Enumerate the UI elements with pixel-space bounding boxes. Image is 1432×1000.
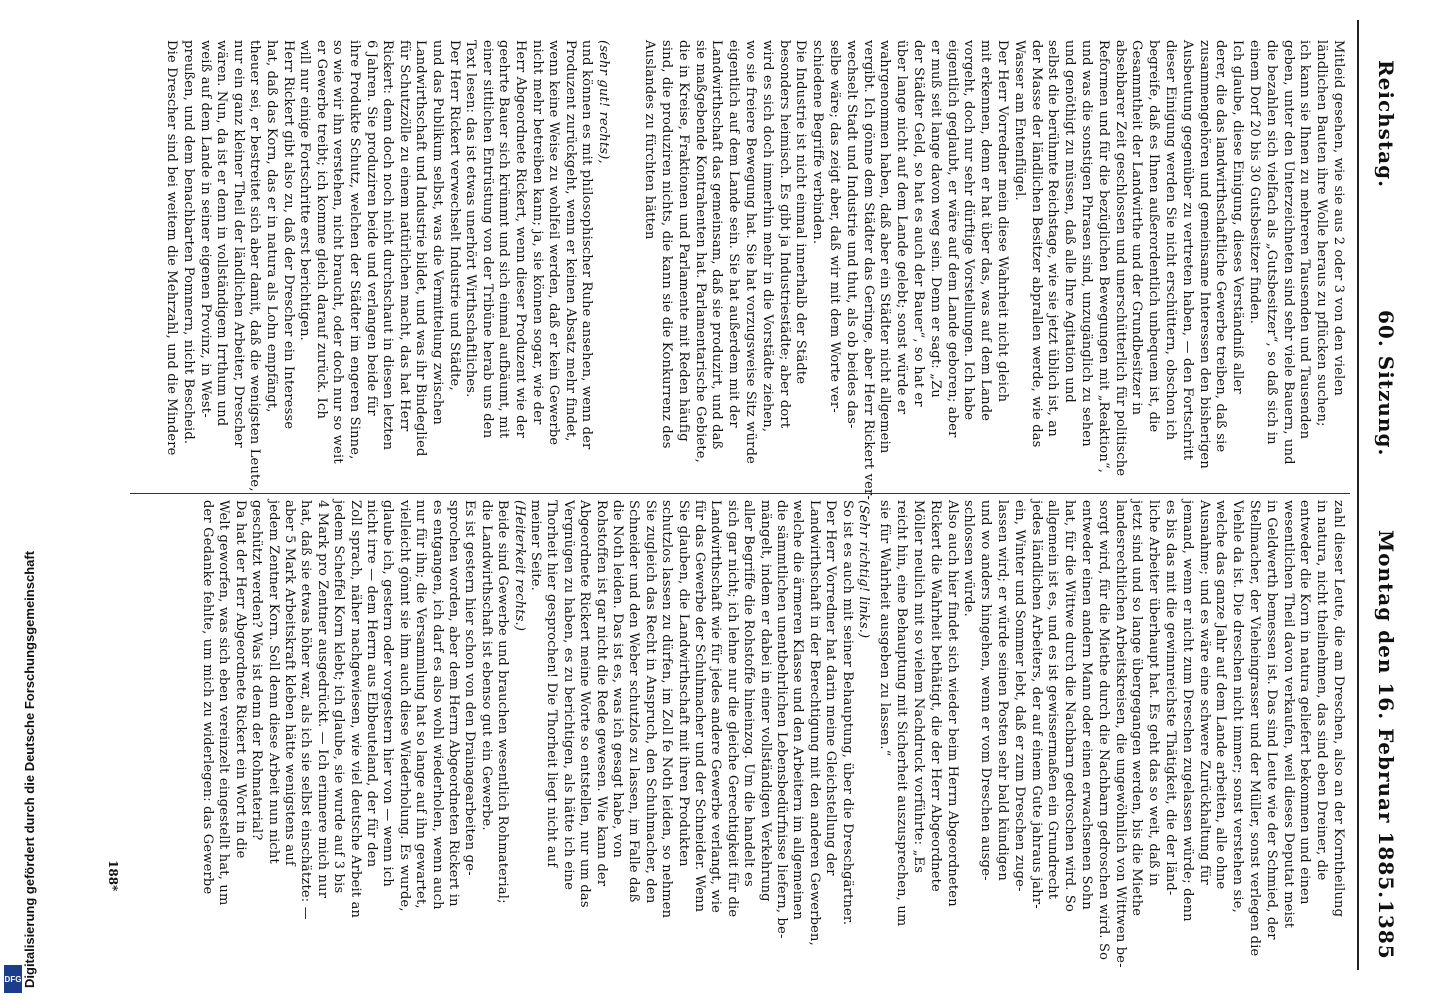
text-line: vorgeht, doch nur sehr dürftige Vorstellungen. Ich habe	[961, 40, 977, 421]
text-line: die sämmtlichen unentbehrlichen Lebensbedürfnisse liefern, be-	[774, 500, 789, 939]
text-line: sie für Wahrheit ausgeben zu lassen.“	[877, 500, 893, 757]
text-line: (sehr gut! rechts),	[596, 40, 611, 164]
text-line: mängelt, indem er dabei in einer vollständigen Verkehrung	[757, 500, 773, 902]
text-line: nur für ihn; die Versammlung hat so lange auf ihn gewartet,	[413, 500, 429, 909]
text-line: Rohstoffen ist gar nicht die Rede gewesen. Wie kann der	[593, 500, 609, 887]
text-line: Herr Rickert gibt also zu, daß der Drescher ein Interesse	[280, 40, 296, 430]
header-date: Montag den 16. Februar 1885.	[1374, 530, 1398, 900]
text-line: in Geldwerth bemessen ist. Das sind Leute wie der Schmied, der	[1263, 500, 1279, 940]
text-line: entweder die Korn in natura geliefert bekommen und einen	[1297, 500, 1313, 905]
text-line: nicht mehr betreiben kann; ja, sie können sogar, wie der	[529, 40, 545, 425]
text-line: vergibt. Ich gönne dem Städter das Geringe, aber Herr Rickert ver-	[860, 40, 876, 501]
text-line: weiß auf dem Lande in seiner eigenen Provinz, in West-	[197, 40, 213, 418]
column-separator	[130, 493, 1350, 494]
text-line: wahrgenommen haben, daß aber ein Städter nicht allgemein	[877, 40, 893, 454]
text-line: es entgangen, ich darf es also wohl wiederholen, wenn auch	[429, 500, 445, 910]
text-line: nicht irre — dem Herrn aus Elbbeuteland, der für den	[364, 500, 379, 868]
text-line: vielleicht gönnt sie ihm auch diese Wiederholung. Es wurde,	[396, 500, 412, 912]
text-line: derer, die das landwirthschaftliche Gewerbe treiben, daß sie	[1213, 40, 1229, 453]
text-line: 6 Jahren. Sie produziren beide und verlangen beide für	[363, 40, 379, 416]
text-line: Sie glauben, die Landwirthschaft mit ihren Produkten	[675, 500, 691, 867]
text-line: für Schutzzölle zu einem natürlichen macht, das hat Herr	[396, 40, 412, 432]
text-line: Da hat der Herr Abgeordnete Rickert ein Wort in die	[232, 500, 248, 859]
text-line: Ausnahme; und es wäre eine schwere Zurückhaltung für	[1196, 500, 1212, 885]
digitization-credit: Digitalisierung gefördert durch die Deutsche Forschungsgemeinschaft	[22, 550, 37, 988]
text-line: (Sehr richtig! links.)	[856, 500, 871, 639]
text-line: welche die ärmeren Klasse und den Arbeitern im allgemeinen	[790, 500, 806, 920]
text-line: 4 Mark pro Zentner ausgedrückt. — Ich erinnere mich nur	[314, 500, 330, 899]
text-line: aller Begriffe die Rohstoffe hineinzog. Um die handelt es	[741, 500, 757, 887]
text-line: der Masse der ländlichen Besitzer abprallen werde, wie das	[1028, 40, 1044, 448]
text-line: nur ein ganz kleiner Theil der ländlichen Arbeiter, Drescher	[230, 40, 246, 448]
text-line: wesentlichen Theil davon verkaufen, weil dieses Deputat meist	[1280, 500, 1296, 929]
text-line: begreife, daß es Ihnen außerordentlich unbequem ist, die	[1146, 40, 1162, 433]
text-line: So ist es auch mit seiner Behauptung, über die Dreschgärtner.	[839, 500, 855, 926]
text-line: die Landwirthschaft ist ebenso gut ein Gewerbe.	[478, 500, 494, 831]
text-line: Möller neulich mit so vielem Nachdruck vorführte: „Es	[911, 500, 926, 874]
text-line: Rickert die Wahrheit bethätigt, die der Herr Abgeordnete	[927, 500, 943, 892]
text-line: jedem Zentner Korn. Soll denn diese Arbeit nun nicht	[265, 500, 281, 864]
text-line: Viehle da ist. Die dreschen nicht immer; sonst verstehen sie,	[1230, 500, 1246, 913]
text-line: Herr Abgeordnete Rickert, wenn dieser Produzent wie der	[513, 40, 528, 438]
text-line: allgemein ist es, und es ist gewissermaßen ein Grundrecht	[1045, 500, 1061, 900]
text-line: ländlichen Bauten ihre Wolle heraus zu pflücken suchen;	[1314, 40, 1330, 427]
text-line: Ausbeutung gegenüber zu vertreten haben, — den Fortschritt	[1179, 40, 1195, 461]
text-line: und das Publikum selbst, was die Vermittelung zwischen	[430, 40, 445, 425]
text-line: Gesammtheit der Landwirthe und der Grundbesitzer in	[1129, 40, 1145, 416]
text-line: Beide sind Gewerbe und brauchen wesentlich Rohmaterial;	[495, 500, 511, 904]
text-line: Stellmacher, der Vieheingrasser und der Müller, sonst verlegen die	[1247, 500, 1262, 957]
text-line: er muß seit lange davon weg sein. Denn er sagt: „Zu	[927, 40, 943, 398]
text-line: hat, für die Wittwe durch die Nachbarn gedroschen wird. So	[1062, 500, 1078, 913]
text-line: Auslandes zu fürchten hätten	[642, 40, 658, 240]
text-line: Vergnügen zu haben, es zu berichtigen, als hätte ich eine	[560, 500, 576, 891]
text-line: jetzt sind und so lange übergegangen werden, bis die Miethe	[1129, 500, 1145, 917]
text-line: hat, daß sie etwas höher war, als ich sie selbst einschätzte: —	[298, 500, 314, 920]
text-line: Abgeordnete Rickert meine Worte so entstellen, nur um das	[577, 500, 593, 908]
text-line: Landwirthschaft das gemeinsam, daß sie produzirt, und daß	[709, 40, 725, 450]
text-line: (Heiterkeit rechts.)	[511, 500, 527, 632]
text-line: sind, die produziren nichts, die kann sie die Konkurrenz des	[659, 40, 674, 449]
text-line: entweder einen andern Mann oder einen erwachsenen Sohn	[1079, 500, 1094, 910]
text-line: landesrechtlichen Arbeitskreisen, die ungewöhnlich von Wittwen be-	[1112, 500, 1128, 968]
text-line: preußen, und dem benachbarten Pommern, nicht Bescheid.	[181, 40, 196, 445]
header-left: Reichstag.	[1374, 60, 1398, 189]
text-line: liche Arbeiter überhaupt hat. Es geht das so weit, daß in	[1146, 500, 1162, 887]
text-line: sich gar nicht; ich lehne nur die gleiche Gerechtigkeit für die	[724, 500, 740, 918]
text-line: der Gedanke fehlte, um mich zu widerlegen: das Gewerbe	[200, 500, 215, 895]
text-line: über lange nicht auf dem Lande gelebt; sonst würde er	[894, 40, 910, 415]
text-line: Landwirthschaft wie für jedes andere Gewerbe verlangt, wie	[708, 500, 724, 913]
text-line: Schneider und den Weber schutzlos zu lassen, im Falle daß	[626, 500, 642, 903]
text-line: eigentlich auf dem Lande sein. Sie hat außerdem mit der	[726, 40, 742, 428]
dfg-logo: DFG	[4, 965, 22, 993]
text-line: Welt geworfen, was sich eben vereinzelt eingestellt hat, um	[216, 500, 232, 906]
text-line: Die Drescher sind bei weitem die Mehrzahl, und die Mindere	[164, 40, 180, 456]
text-line: Landwirthschaft und Industrie bildet, und was ihr Bindeglied	[413, 40, 429, 457]
text-line: dieser Einigung werden Sie nicht erschüttern, obschon ich	[1163, 40, 1178, 441]
text-line: glaube ich, gestern oder vorgestern hier von — wenn ich	[380, 500, 396, 887]
text-line: hat, daß das Korn, das er in natura als Lohn empfängt,	[264, 40, 279, 413]
text-line: sie maßgebende Kontrahenten hat. Parlamentarische Gebiete,	[692, 40, 708, 464]
header-session: 60. Sitzung.	[1374, 310, 1398, 457]
text-line: mit erkennen, denn er hat über das, was auf dem Lande	[978, 40, 994, 422]
header-rule	[1357, 20, 1359, 970]
text-line: Reformen und für die bezüglichen Bewegungen mit „Reaktion“,	[1095, 40, 1111, 474]
text-line: Sie zugleich das Recht in Anspruch, den Schuhmacher, den	[642, 500, 658, 904]
text-line: jedes ländlichen Arbeiters, der auf einem Gute jahraus jahr-	[1028, 500, 1044, 909]
text-line: selbe wäre; das zeigt aber, daß wir mit dem Worte ver-	[827, 40, 842, 413]
text-line: ich kann sie Ihnen zu mehreren Tausenden und Tausenden	[1297, 40, 1313, 440]
text-line: Es ist gestern hier schon von den Drainagearbeiten ge-	[462, 500, 478, 876]
text-line: die in Kreise, Fraktionen und Parlamente mit Reden häufig	[675, 40, 691, 442]
text-line: sprochen worden, aber dem Herrn Abgeordneten Rickert in	[446, 500, 461, 907]
text-line: reicht hin, eine Behauptung mit Sicherheit auszusprechen, um	[894, 500, 910, 927]
text-line: selbst die berühmte Reichstage, wie sie jetzt üblich ist, an	[1045, 40, 1061, 437]
text-line: Mitleid gesehen, wie sie aus 2 oder 3 von den vielen	[1331, 40, 1346, 396]
text-line: wenn keine Weise zu wohlfeil werden, daß er kein Gewerbe	[546, 40, 562, 446]
text-line: geehrte Bauer sich krümmt und sich einmal aufbäumt, mit	[496, 40, 512, 439]
text-line: in natura, nicht theilnehmen, das sind eben Dreiner, die	[1314, 500, 1330, 881]
page-number: 1385	[1374, 900, 1398, 960]
text-line: Der Herr Rickert verwechselt Industrie und Städte,	[446, 40, 462, 391]
text-line: Thorheit hier gesprochen! Die Thorheit liegt nicht auf	[544, 500, 560, 868]
text-line: Rickert: denn doch noch nicht durchschaut in diesen letzten	[380, 40, 396, 451]
footer-strip	[0, 0, 37, 1000]
text-line: Text lesen: das ist etwas unerhört Wirthschaftliches.	[463, 40, 479, 398]
text-line: sorgt wird, für die Miethe durch die Nachbarn gedroschen wird. So	[1095, 500, 1111, 961]
text-line: absehbarer Zeit geschlossen und unerschütterlich für politische	[1112, 40, 1128, 477]
text-line: lassen wird; er würde seinen Posten sehr bald kündigen	[995, 500, 1010, 881]
text-line: zusammengehören und gemeinsame Interessen den bisherigen	[1196, 40, 1212, 469]
text-line: Produzent zurückgeht, wenn er keinen Absatz mehr findet,	[562, 40, 578, 442]
text-line: aber 5 Mark Arbeitskraft kleben hätte wenigstens auf	[282, 500, 297, 866]
text-line: jemand, wenn er nicht zum Dreschen zugelassen würde; denn	[1179, 500, 1195, 922]
text-line: geschützt werden? Was ist denn der Rohmaterial?	[249, 500, 265, 841]
text-line: wird es sich doch immerhin mehr in die Vorstädte ziehen,	[759, 40, 775, 433]
text-line: schlossen würde.	[961, 500, 977, 617]
text-line: Die Industrie ist nicht einmal innerhalb der Städte	[793, 40, 809, 385]
text-line: wären. Nun, da ist er denn in vollständigem Irrthum und	[214, 40, 230, 427]
text-line: einem Dorf 20 bis 30 Gutsbesitzer finden.	[1247, 40, 1262, 325]
text-line: besonders heimisch. Es gibt ja Industriestädte; aber dort	[776, 40, 792, 429]
text-line: die Noth leiden. Das ist es, was ich gesagt habe, von	[610, 500, 625, 858]
text-line: die bezahlen sich vielfach als „Gutsbesitzer“, so daß sich in	[1263, 40, 1279, 445]
text-line: für das Gewerbe der Schuhmacher und der Schneider. Wenn	[692, 500, 707, 913]
text-line: theuer sei, er bestreitet sich aber damit, daß die wenigsten Leute,	[247, 40, 263, 492]
text-line: ihre Produkte Schutz, welchen der Städter im engeren Sinne,	[347, 40, 362, 460]
text-line: Zoll sprach, näher nachgewiesen, wie viel deutsche Arbeit an	[347, 500, 363, 919]
text-line: wechselt Stadt und Industrie und thut, als ob beides das-	[843, 40, 859, 429]
text-line: Wasser am Entenflügel.	[1011, 40, 1027, 201]
text-line: wo sie freiere Bewegung hat. Sie hat vorzugsweise Sitz würde	[743, 40, 758, 464]
text-line: meiner Seite.	[528, 500, 543, 591]
text-line: und wo anders hingehen, wenn er vom Dreschen ausge-	[978, 500, 994, 881]
text-line: zahl dieser Leute, die am Dreschen, also an der Korntheilung	[1331, 500, 1346, 918]
text-line: einer sittlichen Entrüstung von der Tribüne herab uns den	[479, 40, 495, 439]
text-line: er Gewerbe treibt; ich komme gleich darauf zurück. Ich	[313, 40, 329, 420]
text-line: eigentlich geglaubt, er wäre auf dem Lande geboren; aber	[944, 40, 960, 438]
text-line: Ich glaube, diese Einigung, dieses Verständniß aller	[1230, 40, 1246, 394]
text-line: Der Herr Vorredner hat darin meine Gleichstellung der	[823, 500, 839, 876]
text-line: jedem Scheffel Korn klebt; ich glaube, sie wurde auf 3 bis	[331, 500, 347, 894]
text-line: Der Herr Vorredner mein diese Wahrheit nicht gleich	[995, 40, 1010, 403]
text-line: schiedene Begriffe verbinden.	[810, 40, 826, 245]
text-line: und können es mit philosophischer Ruhe ansehen, wenn der	[579, 40, 595, 450]
text-line: der Städter Geld, so hat es auch der Bauer“, so hat er	[911, 40, 926, 407]
text-line: will nur einige Fortschritte erst berichtigen.	[297, 40, 313, 341]
text-line: ein, Winter und Sommer lebt, daß er zum Dreschen zuge-	[1011, 500, 1027, 892]
text-line: Landwirthschaft in der Berechtigung mit den anderen Gewerben,	[806, 500, 822, 946]
text-line: geben, unter den Unterzeichneten sind sehr viele Bauern, und	[1280, 40, 1296, 465]
text-line: so wie wir ihn verstehen, nicht braucht, oder doch nur so weit	[330, 40, 346, 464]
page-header	[1360, 20, 1400, 970]
text-line: und genöthigt zu müssen, daß alle Ihre Agitation und	[1062, 40, 1078, 403]
text-line: es bis das mit die gewinnreichste Thätigkeit, die der länd-	[1163, 500, 1178, 896]
text-line: welche das ganze Jahr auf dem Lande arbeiten, alle ohne	[1213, 500, 1229, 890]
page-signature: 188*	[106, 860, 120, 892]
text-line: schutzlos lassen zu dürfen, im Zoll fe Noth leiden, so nehmen	[659, 500, 675, 919]
text-line: Also auch hier findet sich wieder beim Herrn Abgeordneten	[944, 500, 960, 907]
text-line: und was die sonstigen Phrasen sind, unzugänglich zu sehen	[1079, 40, 1094, 447]
